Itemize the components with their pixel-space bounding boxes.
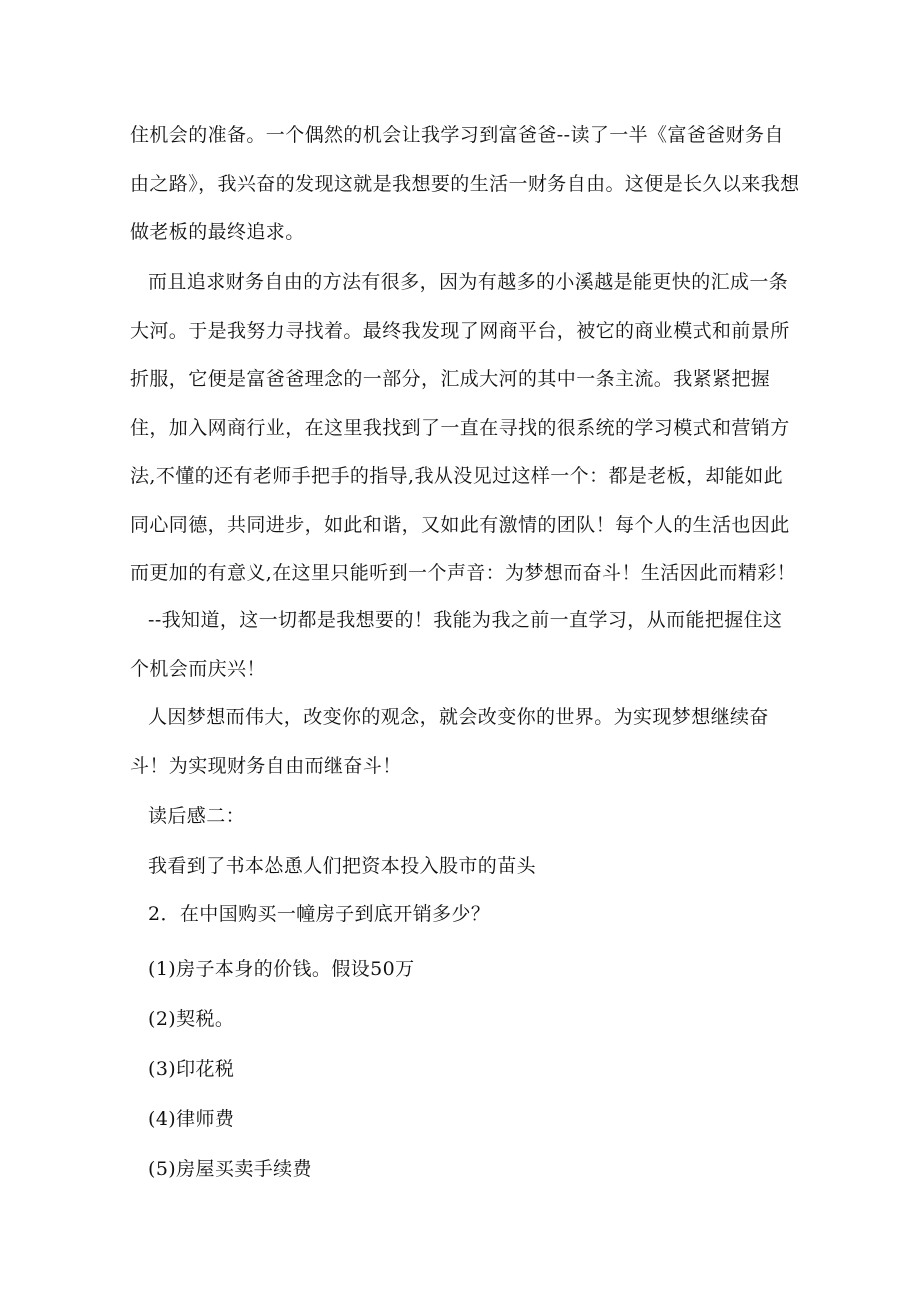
paragraph-4 — [130, 693, 800, 790]
list-item: (2)契税。 — [148, 1008, 235, 1030]
list-item: (4)律师费 — [148, 1108, 235, 1130]
section-heading: 读后感二： — [148, 805, 246, 827]
paragraph-1-text: 住机会的准备。一个偶然的机会让我学习到富爸爸--读了一半《富爸爸财务自由之路》，我兴奋的发现这就是我想要的生活一财务自由。这便是长久以来我想做老板的最终追求。 — [130, 124, 800, 243]
paragraph-1 — [130, 111, 800, 257]
list-item: (5)房屋买卖手续费 — [148, 1158, 312, 1180]
list-item: (1)房子本身的价钱。假设50万 — [148, 958, 415, 980]
paragraph-2 — [130, 258, 800, 598]
paragraph-3-text: --我知道，这一切都是我想要的！我能为我之前一直学习，从而能把握住这个机会而庆兴！ — [130, 609, 783, 680]
list-item: (3)印花税 — [148, 1058, 235, 1080]
paragraph-3 — [130, 596, 800, 693]
paragraph-4-text: 人因梦想而伟大，改变你的观念，就会改变你的世界。为实现梦想继续奋斗！为实现财务自由而继奋斗！ — [130, 706, 769, 777]
question-line: 2．在中国购买一幢房子到底开销多少？ — [148, 903, 491, 925]
intro-line: 我看到了书本怂恿人们把资本投入股市的苗头 — [148, 855, 537, 877]
paragraph-2-text: 而且追求财务自由的方法有很多，因为有越多的小溪越是能更快的汇成一条大河。于是我努力寻找着。最终我发现了网商平台，被它的商业模式和前景所折服，它便是富爸爸理念的一部分，汇成大河的其中一条主流。我紧紧把握住，加入网商行业，在这里我找到了一直在寻找的很系统的学习模式和营销方法,不懂的还有老师手把手的指导,我从没见过这样一个：都是老板，却能如此同心同德，共同进步，如此和谐，又如此有激情的团队！每个人的生活也因此而更加的有意义,在这里只能听到一个声音：为梦想而奋斗！生活因此而精彩！ — [130, 271, 797, 584]
